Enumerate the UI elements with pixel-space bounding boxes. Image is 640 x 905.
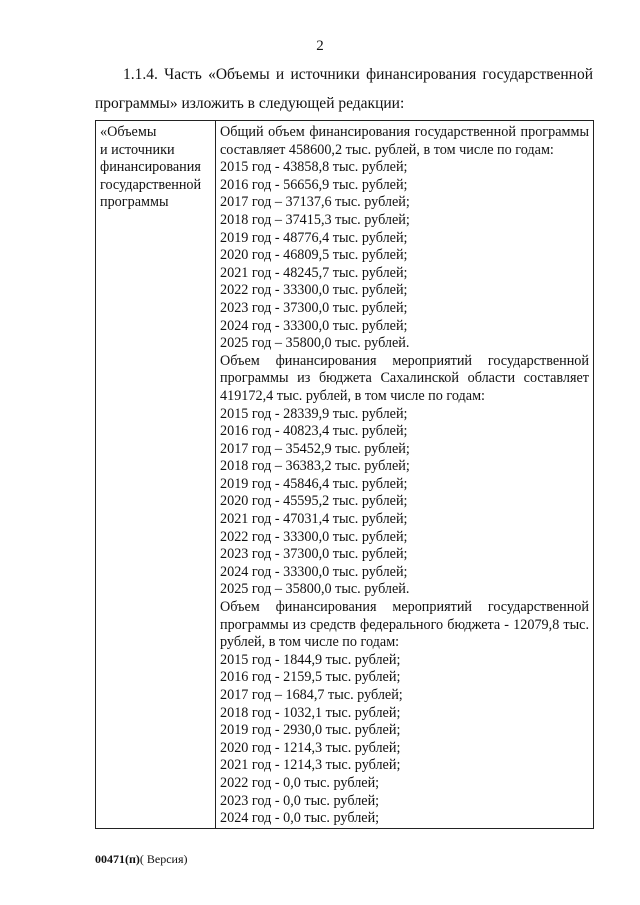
year-line: 2018 год – 37415,3 тыс. рублей; [220, 211, 410, 228]
year-line: 2016 год - 2159,5 тыс. рублей; [220, 669, 401, 686]
section-title-cell [96, 121, 216, 829]
year-line: 2019 год - 2930,0 тыс. рублей; [220, 722, 401, 739]
year-line: 2015 год - 1844,9 тыс. рублей; [220, 651, 401, 668]
year-line: 2020 год - 1214,3 тыс. рублей; [220, 739, 401, 756]
year-line: 2025 год – 35800,0 тыс. рублей. [220, 581, 410, 598]
year-line: 2016 год - 40823,4 тыс. рублей; [220, 423, 408, 440]
year-line: 2023 год - 0,0 тыс. рублей; [220, 792, 380, 809]
year-line: 2019 год - 48776,4 тыс. рублей; [220, 229, 408, 246]
regional-budget-block [220, 353, 589, 599]
section-title-line: финансирования [100, 159, 201, 176]
year-line: 2022 год - 33300,0 тыс. рублей; [220, 528, 408, 545]
federal-budget-paragraph: Объем финансирования мероприятий государственной программы из средств федерального бюджета - 12079,8 тыс. рублей, в том числе по годам: [220, 599, 589, 651]
section-title-line: программы [100, 194, 169, 211]
total-funding-block [220, 124, 589, 353]
year-line: 2023 год - 37300,0 тыс. рублей; [220, 299, 408, 316]
year-line: 2021 год - 1214,3 тыс. рублей; [220, 757, 401, 774]
year-line: 2015 год - 43858,8 тыс. рублей; [220, 159, 408, 176]
year-line: 2018 год – 36383,2 тыс. рублей; [220, 458, 410, 475]
document-code: 00471(п) [95, 852, 140, 866]
year-line: 2024 год - 33300,0 тыс. рублей; [220, 317, 408, 334]
section-title-line: и источники [100, 141, 175, 158]
year-line: 2016 год - 56656,9 тыс. рублей; [220, 176, 408, 193]
section-title-line: государственной [100, 176, 202, 193]
year-line: 2018 год - 1032,1 тыс. рублей; [220, 704, 401, 721]
year-line: 2022 год - 33300,0 тыс. рублей; [220, 282, 408, 299]
total-funding-paragraph: Общий объем финансирования государственной программы составляет 458600,2 тыс. рублей, в том числе по годам: [220, 124, 589, 158]
year-line: 2019 год - 45846,4 тыс. рублей; [220, 475, 408, 492]
year-line: 2017 год – 35452,9 тыс. рублей; [220, 440, 410, 457]
year-line: 2022 год - 0,0 тыс. рублей; [220, 774, 380, 791]
year-line: 2020 год - 46809,5 тыс. рублей; [220, 247, 408, 264]
year-line: 2017 год – 1684,7 тыс. рублей; [220, 687, 403, 703]
year-line: 2024 год - 0,0 тыс. рублей; [220, 810, 380, 827]
year-line: 2023 год - 37300,0 тыс. рублей; [220, 546, 408, 563]
funding-table [95, 120, 594, 829]
federal-budget-block [220, 599, 589, 828]
table-row [96, 121, 594, 829]
intro-paragraph: 1.1.4. Часть «Объемы и источники финансирования государственной программы» изложить в следующей редакции: [95, 66, 593, 112]
year-line: 2024 год - 33300,0 тыс. рублей; [220, 563, 408, 580]
year-line: 2017 год – 37137,6 тыс. рублей; [220, 194, 410, 211]
year-line: 2021 год - 47031,4 тыс. рублей; [220, 511, 408, 528]
page-number: 2 [316, 38, 324, 54]
funding-details-cell [216, 121, 594, 829]
year-line: 2020 год - 45595,2 тыс. рублей; [220, 493, 408, 510]
document-version: ( Версия) [139, 852, 188, 866]
regional-budget-paragraph: Объем финансирования мероприятий государственной программы из бюджета Сахалинской области составляет 419172,4 тыс. рублей, в том числе по годам: [220, 352, 589, 404]
year-line: 2025 год – 35800,0 тыс. рублей. [220, 335, 410, 352]
section-title-line: «Объемы [100, 124, 157, 140]
year-line: 2015 год - 28339,9 тыс. рублей; [220, 405, 408, 422]
document-footer [95, 852, 188, 867]
year-line: 2021 год - 48245,7 тыс. рублей; [220, 264, 408, 281]
